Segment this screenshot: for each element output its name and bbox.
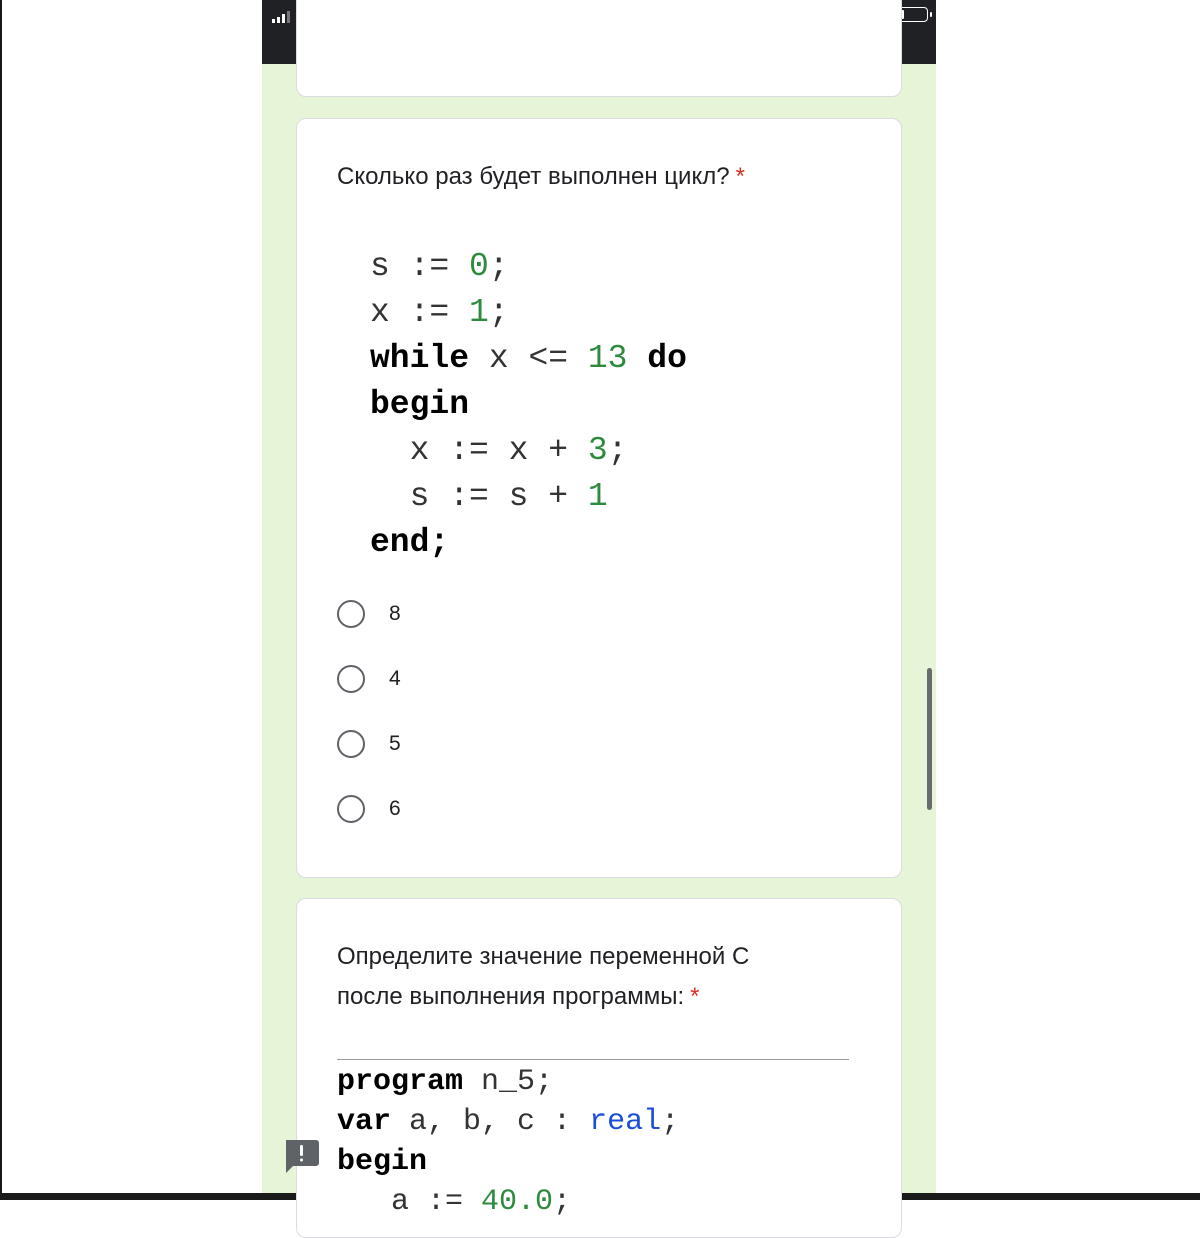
option-5[interactable] xyxy=(337,711,401,776)
feedback-icon[interactable] xyxy=(282,1138,320,1174)
required-asterisk: * xyxy=(735,163,745,190)
option-6[interactable] xyxy=(337,776,401,841)
scrollbar-thumb[interactable] xyxy=(927,668,932,810)
code-image-pascal-loop: s := 0; x := 1; while x <= 13 do begin x := x + 3; s := s + 1 end; xyxy=(370,248,687,561)
previous-question-card xyxy=(296,0,902,97)
radio-button[interactable] xyxy=(337,600,365,628)
question-title-line1: Определите значение переменной С xyxy=(337,943,750,970)
question-title: Сколько раз будет выполнен цикл? * xyxy=(337,163,745,190)
phone-screen xyxy=(262,0,936,1219)
option-label: 5 xyxy=(389,731,401,755)
option-label: 8 xyxy=(389,601,401,625)
question-card-loop-count xyxy=(296,118,902,878)
option-label: 4 xyxy=(389,666,401,690)
radio-button[interactable] xyxy=(337,795,365,823)
radio-button[interactable] xyxy=(337,665,365,693)
question-title-line2: после выполнения программы: * xyxy=(337,983,700,1010)
option-label: 6 xyxy=(389,796,401,820)
question-card-variable-value xyxy=(296,898,902,1238)
answer-options xyxy=(337,581,401,841)
radio-button[interactable] xyxy=(337,730,365,758)
code-image-pascal-program: program n_5; var a, b, c : real; begin a := 40.0; xyxy=(337,1059,849,1222)
option-4[interactable] xyxy=(337,646,401,711)
option-8[interactable] xyxy=(337,581,401,646)
frame-border-left xyxy=(0,0,2,1200)
required-asterisk: * xyxy=(690,983,700,1010)
